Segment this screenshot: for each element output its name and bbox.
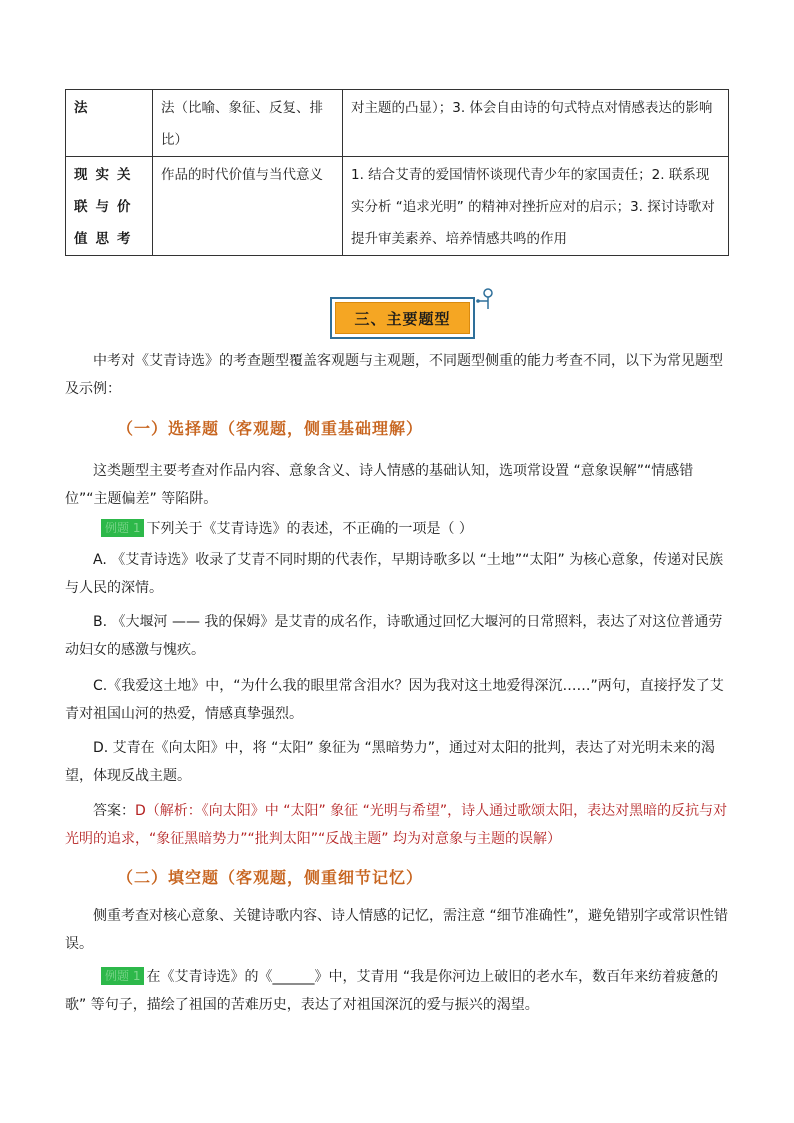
section-intro: 中考对《艾青诗选》的考查题型覆盖客观题与主观题，不同题型侧重的能力考查不同，以下为常见题型及示例： <box>65 353 723 397</box>
part1-question <box>65 515 729 543</box>
table-row <box>66 90 729 157</box>
part1-answer <box>65 797 729 853</box>
part2-question <box>65 963 729 1019</box>
option-b: B. 《大堰河 —— 我的保姆》是艾青的成名作，诗歌通过回忆大堰河的日常照料，表达了对这位普通劳动妇女的感激与愧疚。 <box>65 614 723 658</box>
answer-label: 答案： <box>93 803 135 819</box>
part1-description: 这类题型主要考查对作品内容、意象含义、诗人情感的基础认知，选项常设置 “意象误解”“情感错位”“主题偏差” 等陷阱。 <box>65 463 694 507</box>
question-text: 下列关于《艾青诗选》的表述，不正确的一项是（ ） <box>146 521 473 537</box>
section-title: 三、主要题型 <box>335 302 470 334</box>
part2-title: （二）填空题（客观题，侧重细节记忆） <box>117 868 424 887</box>
section-banner <box>330 297 475 339</box>
banner-frame <box>330 297 475 339</box>
table-cell-mid: 法（比喻、象征、反复、排比） <box>153 90 343 157</box>
table-cell-head: 法 <box>66 90 153 157</box>
option-c: C.《我爱这土地》中，“为什么我的眼里常含泪水？因为我对这土地爱得深沉……”两句，直接抒发了艾青对祖国山河的热爱，情感真挚强烈。 <box>65 678 724 722</box>
requirements-table <box>65 89 729 256</box>
table-cell-mid: 作品的时代价值与当代意义 <box>153 157 343 256</box>
table-cell-head: 现实关联与价值思考 <box>66 157 153 256</box>
question-text: 在《艾青诗选》的《______》中，艾青用 “我是你河边上破旧的老水车，数百年来纺着疲惫的歌” 等句子，描绘了祖国的苦难历史，表达了对祖国深沉的爱与振兴的渴望。 <box>65 969 719 1013</box>
table-row <box>66 157 729 256</box>
option-a: A. 《艾青诗选》收录了艾青不同时期的代表作，早期诗歌多以 “土地”“太阳” 为核心意象，传递对民族与人民的深情。 <box>65 552 724 596</box>
option-d: D. 艾青在《向太阳》中，将 “太阳” 象征为 “黑暗势力”，通过对太阳的批判，表达了对光明未来的渴望，体现反战主题。 <box>65 740 716 784</box>
example-tag: 例题 1 <box>101 519 144 537</box>
part2-description: 侧重考查对核心意象、关键诗歌内容、诗人情感的记忆，需注意 “细节准确性”，避免错别字或常识性错误。 <box>65 908 728 952</box>
banner-corner-ornament-icon <box>472 287 496 311</box>
answer-text: D（解析：《向太阳》中 “太阳” 象征 “光明与希望”，诗人通过歌颂太阳，表达对黑暗的反抗与对光明的追求，“象征黑暗势力”“批判太阳”“反战主题” 均为对意象与主题的误解） <box>65 803 728 847</box>
part1-title: （一）选择题（客观题，侧重基础理解） <box>117 419 424 438</box>
table-cell-right: 1. 结合艾青的爱国情怀谈现代青少年的家国责任；2. 联系现实分析 “追求光明” 的精神对挫折应对的启示；3. 探讨诗歌对提升审美素养、培养情感共鸣的作用 <box>343 157 729 256</box>
table-cell-right: 对主题的凸显）；3. 体会自由诗的句式特点对情感表达的影响 <box>343 90 729 157</box>
example-tag: 例题 1 <box>101 967 144 985</box>
